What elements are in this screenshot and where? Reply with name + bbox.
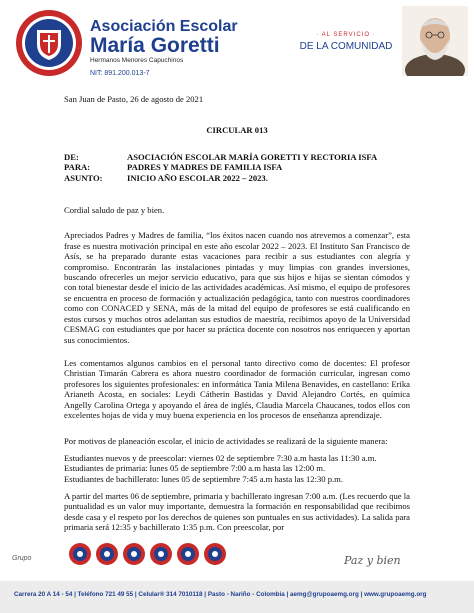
service-motto [290, 30, 402, 53]
org-line-2: María Goretti [90, 34, 220, 57]
from-row [64, 152, 410, 162]
to-value: PADRES Y MADRES DE FAMILIA ISFA [127, 162, 283, 173]
schedule-item: Estudiantes de primaria: lunes 05 de septiembre 7:00 a.m hasta las 12:00 m. [64, 463, 326, 474]
letter-date: San Juan de Pasto, 26 de agosto de 2021 [64, 94, 204, 104]
schedule-item: Estudiantes nuevos y de preescolar: viernes 02 de septiembre 7:30 a.m hasta las 11:30 a.m. [64, 452, 377, 463]
contact-info: Carrera 20 A 14 - 54 | Teléfono 721 49 55 | Celular® 314 7010118 | Pasto - Nariño - Colombia | aemg@grupoaemg.org | www.grupoaemg.org [14, 591, 427, 598]
brand-logo-row [68, 542, 227, 566]
subject-row [64, 173, 410, 183]
group-brands [0, 548, 474, 572]
letter-body [64, 94, 410, 533]
service-main: DE LA COMUNIDAD [299, 41, 393, 52]
paragraph-2: Les comentamos algunos cambios en el personal tanto directivo como de docentes: El profesor Christian Timarán Cabrera es ahora nuestro coordinador de formación curricular, ingresan como profesores los siguientes profesionales: en informática Tania Milena Benavides, en castellano: Erika Arianeth Acosta, en sociales: Leydi Cátherin Bastidas y David Alejandro Cortés, en química Angelly Carolina Ortega y apoyando el área de inglés, Claudia Marcela Chaucanes, todos ellos con excelentes hojas de vida y muy buena experiencia en los procesos de enseñanza aprendizaje. [64, 357, 410, 420]
group-label: Grupo [12, 555, 32, 562]
circular-number: CIRCULAR 013 [206, 125, 268, 136]
to-label: PARA: [64, 162, 91, 173]
paragraph-3: Por motivos de planeación escolar, el inicio de actividades se realizará de la siguiente manera: [64, 436, 388, 447]
school-logo-icon [176, 542, 200, 566]
schedule-list [64, 453, 410, 484]
service-top: · AL SERVICIO · [316, 32, 376, 38]
from-label: DE: [64, 151, 79, 162]
contact-footer [0, 581, 474, 613]
from-value: ASOCIACIÓN ESCOLAR MARÍA GORETTI Y RECTORIA ISFA [127, 151, 378, 162]
founder-portrait [402, 6, 468, 76]
to-row [64, 162, 410, 172]
nit-number: NIT: 891.200.013-7 [90, 70, 150, 77]
schedule-item: Estudiantes de bachillerato: lunes 05 de septiembre 7:45 a.m hasta las 12:30 p.m. [64, 473, 343, 484]
paragraph-4: A partir del martes 06 de septiembre, primaria y bachillerato ingresan 7:00 a.m. (Les recuerdo que la puntualidad es un valor muy importante, demuestra la formación en responsabilidad que recibimos desde casa y el respeto por los derechos de quienes son puntuales en sus actividades). La salida para primaria será 12:35 y bachillerato 1:35 p.m. Con preescolar, por [64, 490, 410, 533]
school-logo-icon [68, 542, 92, 566]
org-line-1: Asociación Escolar [90, 18, 238, 35]
paz-y-bien-signature: Paz y bien [344, 554, 401, 567]
school-logo-icon [203, 542, 227, 566]
paragraph-1: Apreciados Padres y Madres de familia, “los éxitos nacen cuando nos atrevemos a comenzar”, esta frase es nuestra motivación principal en este año escolar 2022 – 2023. El Instituto San Francisco de Asís, se ha preparado durante estas vacaciones para recibir a sus estudiantes con alegría y compromiso. Encontrarán las instalaciones pintadas y muy limpias con grandes inversiones, buscando ofrecerles un mejor servicio educativo, para que sus hijos e hijas se sientan cómodos y con total bienestar desde el inicio de las actividades académicas. Así mismo, el equipo de profesores se encuentra en proceso de formación y actualización pedagógica, tanto con nuestros coordinadores como con CONACED y SENA, más de la mitad del equipo de profesores se está cualificando en estos cursos y muchos otros adelantan sus estudios de maestría, recibimos apoyo de la Universidad CESMAG con estudiantes que por hacer su práctica docente con nosotros nos enriquecen y aportan sus conocimientos. [64, 230, 410, 345]
school-logo-icon [95, 542, 119, 566]
org-subtitle: Hermanos Menores Capuchinos [90, 57, 184, 64]
greeting: Cordial saludo de paz y bien. [64, 205, 165, 216]
school-shield-logo [14, 8, 84, 78]
organization-name [90, 18, 240, 80]
subject-label: ASUNTO: [64, 172, 103, 183]
subject-value: INICIO AÑO ESCOLAR 2022 – 2023. [127, 172, 268, 183]
letterhead [0, 0, 474, 90]
school-logo-icon [149, 542, 173, 566]
school-logo-icon [122, 542, 146, 566]
memo-header [64, 152, 410, 183]
